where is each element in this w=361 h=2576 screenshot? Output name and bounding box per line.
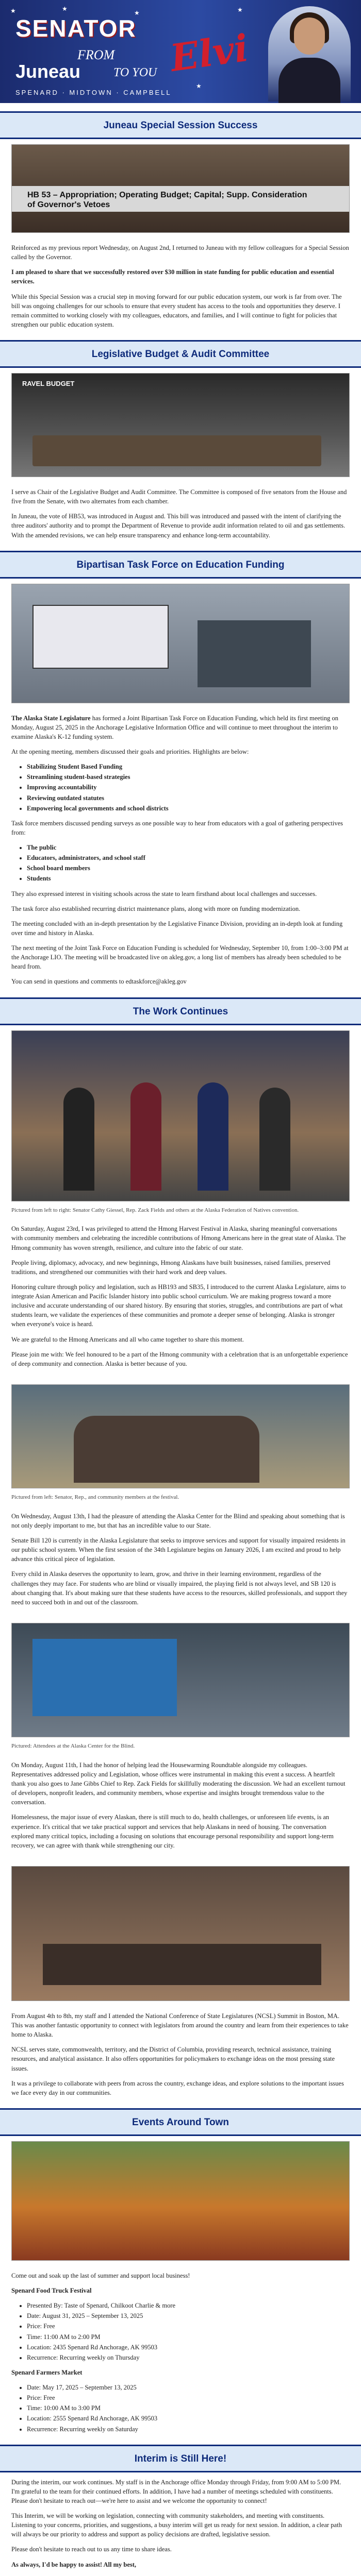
work-body-3 xyxy=(0,1755,361,1861)
perspectives-list xyxy=(11,843,350,884)
paragraph-text: has formed a Joint Bipartisan Task Force on Education Funding, which held its first meeting on Monday, August 25, 2025 in the Anchorage Legislative Information Office and will continue to meet throughout the interim to examine Alaska's K-12 funding system. xyxy=(11,714,339,740)
work-photo-festival xyxy=(11,1030,350,1201)
paragraph: The meeting concluded with an in-depth presentation by the Legislative Finance Division, providing an in-depth look at funding over time and history in Alaska. xyxy=(11,920,343,937)
section-events-heading: Events Around Town xyxy=(0,2108,361,2136)
paragraph: On Saturday, August 23rd, I was privileged to attend the Hmong Harvest Festival in Alaska, sharing meaningful conversations with community members and celebrating the incredible contributions of Hmong Americans here in the great state of Alaska. The Hmong community has woven strength, resilience, and culture into the fabric of our state. xyxy=(11,1225,346,1251)
title-elvi-signature: Elvi xyxy=(167,25,251,80)
task-force-photo xyxy=(11,584,350,703)
paragraph xyxy=(11,714,350,741)
list-item: • Location: 2555 Spenard Rd Anchorage, AK 99503 xyxy=(27,2414,350,2423)
list-item: • School board members xyxy=(27,863,350,873)
paragraph: Every child in Alaska deserves the opportunity to learn, grow, and thrive in their learning environment, regardless of the challenges they may face. For students who are blind or visually impaired, the playing field is not always level, and SB 120 is about changing that. It's about making sure that these students have access to the resources, skilled professionals, and support they need to succeed both in and out of the classroom. xyxy=(11,1570,348,1606)
list-item: • Date: May 17, 2025 – September 13, 2025 xyxy=(27,2383,350,2392)
work-photo-roundtable xyxy=(11,1866,350,2001)
event-name: Spenard Farmers Market xyxy=(11,2368,83,2376)
work-body-2 xyxy=(0,1506,361,1618)
work-body-1 xyxy=(0,1219,361,1379)
star-icon: ★ xyxy=(10,7,16,14)
list-item: • Time: 11:00 AM to 2:00 PM xyxy=(27,2332,350,2342)
event-details-list xyxy=(11,2383,350,2434)
list-item: • Price: Free xyxy=(27,2321,350,2331)
list-item: • Streamlining student-based strategies xyxy=(27,772,350,782)
title-from: FROM xyxy=(77,47,115,62)
paragraph: We are grateful to the Hmong Americans and all who came together to share this moment. xyxy=(11,1335,244,1343)
paragraph: NCSL serves state, commonwealth, territory, and the District of Columbia, providing research, technical assistance, training resources, and analytical assistance. It also offers opportunities for policymakers to exchange ideas on the most pressing state issues. xyxy=(11,2046,335,2072)
interim-body xyxy=(0,2472,361,2576)
star-icon: ★ xyxy=(196,82,202,90)
list-item: • Date: August 31, 2025 – September 13, 2025 xyxy=(27,2311,350,2320)
special-session-photo-caption: HB 53 – Appropriation; Operating Budget; Capital; Supp. Consideration of Governor's Vetoes xyxy=(27,191,307,210)
list-item: • Reviewing outdated statutes xyxy=(27,793,350,803)
title-to-you: TO YOU xyxy=(113,66,157,79)
paragraph: They also expressed interest in visiting schools across the state to learn firsthand about local challenges and successes. xyxy=(11,890,317,897)
paragraph: Please join me with: We feel honoured to be a part of the Hmong community with a celebration that is an unforgettable experience of deep community and connection. Alaska is better because of you. xyxy=(11,1350,348,1367)
section-interim-heading: Interim is Still Here! xyxy=(0,2445,361,2472)
list-item: • Students xyxy=(27,874,350,883)
task-force-body xyxy=(0,708,361,997)
paragraph: The next meeting of the Joint Task Force on Education Funding is scheduled for Wednesday, September 10, from 1:00–3:00 PM at the Anchorage LIO. The meeting will be broadcasted live on akleg.gov, a long list of members has already been scheduled to be heard from. xyxy=(11,944,349,971)
list-item: • Improving accountability xyxy=(27,783,350,792)
list-item: • Recurrence: Recurring weekly on Saturday xyxy=(27,2425,350,2434)
work-body-4 xyxy=(0,2006,361,2108)
paragraph: From August 4th to 8th, my staff and I attended the National Conference of State Legislatures (NCSL) Summit in Boston, MA. This was another fantastic opportunity to connect with legislators from around the country and learn from their experiences to take home to Alaska. xyxy=(11,2012,349,2039)
title-juneau: Juneau xyxy=(15,61,81,82)
events-body xyxy=(0,2266,361,2445)
list-item: • Stabilizing Student Based Funding xyxy=(27,762,350,771)
paragraph: In Juneau, the vote of HB53, was introduced in August and. This bill was introduced and passed with the intent of clarifying the three auditors' authority and to prompt the Department of Revenue to provide audit information related to oil and gas settlements. With the amended revisions, we can help ensure transparency and enhance long-term accountability. xyxy=(11,513,346,539)
event-details-list xyxy=(11,2301,350,2362)
section-task-force-heading: Bipartisan Task Force on Education Funding xyxy=(0,551,361,579)
paragraph: During the interim, our work continues. My staff is in the Anchorage office Monday through Friday, from 9:00 AM to 5:00 PM. I'm grateful to the team for their continued efforts. In addition, I have had a number of meetings scheduled with constituents. Please don't hesitate to reach out—we're here to assist and we welcome the opportunity to connect! xyxy=(11,2478,341,2504)
work-photo-group xyxy=(11,1384,350,1488)
list-item: • Empowering local governments and school districts xyxy=(27,804,350,813)
paragraph: While this Special Session was a crucial step in moving forward for our public education system, our work is far from over. The bill was ongoing challenges for our schools to ensure that every student has access to the tools and opportunities they deserve. I remain committed to working closely with my colleagues, educators, and families, and I will continue to fight for policies that strengthen our public education system. xyxy=(11,293,342,328)
star-icon: ★ xyxy=(134,9,140,16)
photo-caption: Pictured: Attendees at the Alaska Center for the Blind. xyxy=(11,1742,135,1749)
section-special-session-heading: Juneau Special Session Success xyxy=(0,111,361,139)
district-names: SPENARD · MIDTOWN · CAMPBELL xyxy=(15,89,172,96)
event-name: Spenard Food Truck Festival xyxy=(11,2287,92,2295)
paragraph: Honoring culture through policy and legislation, such as HB193 and SB35, I introduced to the current Alaska Legislature, aims to integrate Asian American and Pacific Islander history into public school curriculum. We are making progress toward a more inclusive and accurate understanding of our shared history. By ensuring that stories, struggles, and contributions are part of what students learn, we validate the experiences of these communities and promote a deeper sense of belonging. Alaska is stronger when everyone's voice is heard. xyxy=(11,1283,346,1328)
title-senator: SENATOR xyxy=(15,15,137,42)
paragraph: On Monday, August 11th, I had the honor of helping lead the Housewarming Roundtable alongside my colleagues. Representatives addressed policy and Legislation, whose offices were instrumental in making this event a success. A heartfelt thank you also goes to Jane Gibbs Chief to Rep. Zack Fields for skillfully moderating the discussion. We had an excellent turnout of developers, nonprofit leaders, and community members, whose expertise and insights brought tremendous value to the conversation. xyxy=(11,1761,346,1806)
paragraph: At the opening meeting, members discussed their goals and priorities. Highlights are below: xyxy=(11,748,249,755)
paragraph-highlight: I am pleased to share that we successfully restored over $30 million in state funding for public education and essential services. xyxy=(11,268,334,285)
list-item: • Presented By: Taste of Spenard, Chilkoot Charlie & more xyxy=(27,2301,350,2310)
paragraph: Senate Bill 120 is currently in the Alaska Legislature that seeks to improve services and support for visually impaired residents in our public school system. When the first session of the 34th Legislature begins on January 2026, I am excited and proud to help advance this critical piece of legislation. xyxy=(11,1537,346,1563)
paragraph: You can send in questions and comments to edtaskforce@akleg.gov xyxy=(11,978,187,986)
paragraph: This Interim, we will be working on legislation, connecting with community stakeholders, and meeting with constituents. Listening to your concerns, priorities, and suggestions, a busy interim will get us ready for next session. In addition, a clear path will always be our priority to address and support as policy decisions are drafted, legislative session. xyxy=(11,2512,342,2538)
paragraph: The task force also established recurring district maintenance plans, along with more on funding modernization. xyxy=(11,905,301,912)
budget-photo xyxy=(11,373,350,477)
paragraph: On Wednesday, August 13th, I had the pleasure of attending the Alaska Center for the Blind and speaking about something that is not only deeply important to me, but that has an incredible value to our State. xyxy=(11,1512,345,1529)
budget-body xyxy=(0,482,361,551)
sign-off: As always, I'd be happy to assist! All my best, xyxy=(11,2561,137,2568)
events-photo-market xyxy=(11,2141,350,2261)
list-item: • Time: 10:00 AM to 3:00 PM xyxy=(27,2403,350,2413)
paragraph: Reinforced as my previous report Wednesday, on August 2nd, I returned to Juneau with my fellow colleagues for a Special Session called by the Governor. xyxy=(11,244,349,261)
special-session-body xyxy=(0,238,361,340)
paragraph: Please don't hesitate to reach out to us any time to share ideas. xyxy=(11,2546,172,2553)
section-budget-heading: Legislative Budget & Audit Committee xyxy=(0,340,361,368)
list-item: • Location: 2435 Spenard Rd Anchorage, AK 99503 xyxy=(27,2343,350,2352)
list-item: • Price: Free xyxy=(27,2393,350,2402)
special-session-photo xyxy=(11,144,350,233)
list-item: • The public xyxy=(27,843,350,852)
paragraph: Come out and soak up the last of summer and support local business! xyxy=(11,2272,190,2279)
paragraph: People living, diplomacy, advocacy, and new beginnings, Hmong Alaskans have built businesses, raised families, preserved traditions, and strengthened our communities with their hard work and deep values. xyxy=(11,1259,331,1276)
star-icon: ★ xyxy=(62,5,68,12)
photo-caption: Pictured from left to right: Senator Cathy Giessel, Rep. Zack Fields and others at the Alaska Federation of Natives convention. xyxy=(11,1207,299,1213)
newsletter-header xyxy=(0,0,361,103)
list-item: • Educators, administrators, and school staff xyxy=(27,853,350,862)
paragraph: It was a privilege to collaborate with peers from across the country, exchange ideas, and explore solutions to the important issues we face every day in our communities. xyxy=(11,2079,344,2096)
paragraph: I serve as Chair of the Legislative Budget and Audit Committee. The Committee is composed of five senators from the House and five from the Senate, with two alternates from each chamber. xyxy=(11,488,347,505)
photo-caption: Pictured from left: Senator, Rep., and community members at the festival. xyxy=(11,1494,179,1500)
paragraph: Task force members discussed pending surveys as one possible way to hear from educators with a goal of gathering perspectives from: xyxy=(11,819,343,836)
work-photo-blind-center xyxy=(11,1623,350,1737)
list-item: • Recurrence: Recurring weekly on Thursday xyxy=(27,2353,350,2362)
paragraph: Homelessness, the major issue of every Alaskan, there is still much to do, health challenges, or unforeseen life events, is an experience. It's critical that we take practical support and services that help Alaskans in need of housing. The conversation explored many critical topics, including a focusing on solutions that encourage personal responsibility and support long-term recovery, we can agree with thank while strengthening our city. xyxy=(11,1814,334,1849)
section-work-heading: The Work Continues xyxy=(0,997,361,1025)
star-icon: ★ xyxy=(237,6,243,13)
priorities-list xyxy=(11,762,350,813)
legislature-name: The Alaska State Legislature xyxy=(11,714,91,722)
budget-photo-label: RAVEL BUDGET xyxy=(22,380,75,387)
senator-portrait xyxy=(268,6,351,101)
